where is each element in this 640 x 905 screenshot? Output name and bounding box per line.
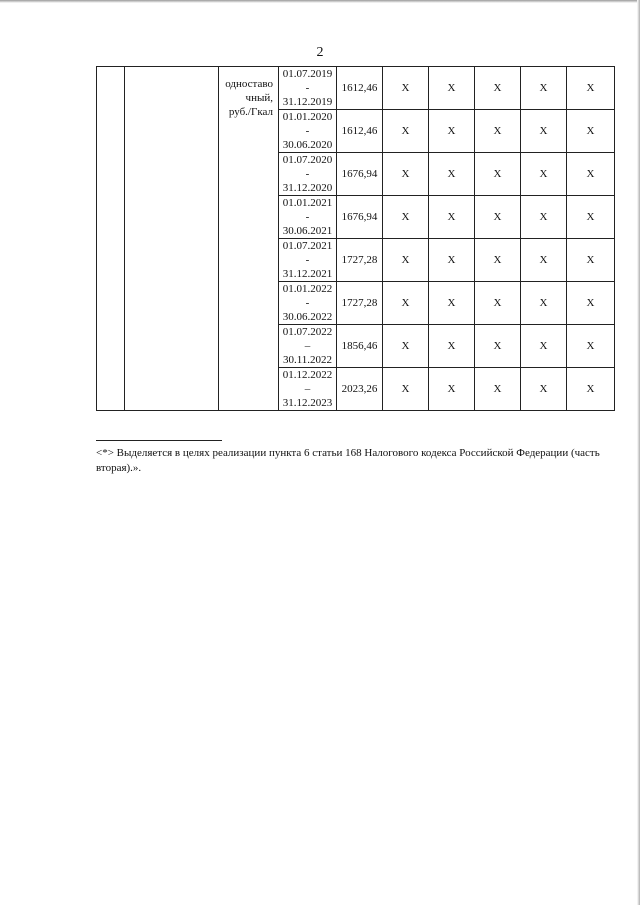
tariff-value-cell: 1612,46 (337, 110, 383, 153)
x-mark-cell: Х (567, 153, 615, 196)
period-dash: - (305, 125, 310, 137)
x-mark-cell: Х (567, 368, 615, 411)
x-mark-cell: Х (475, 110, 521, 153)
x-mark-cell: Х (521, 282, 567, 325)
period-start: 01.01.2021 (282, 197, 333, 209)
footnote: <*> Выделяется в целях реализации пункта 6 статьи 168 Налогового кодекса Российской Федерации (часть вторая).». (96, 447, 600, 474)
x-mark-cell: Х (383, 239, 429, 282)
table-row (97, 67, 615, 110)
tariff-table (96, 66, 615, 411)
period-end: 31.12.2020 (282, 182, 333, 194)
period-start: 01.07.2022 (282, 326, 333, 338)
x-mark-cell: Х (521, 153, 567, 196)
tariff-value-cell: 1727,28 (337, 282, 383, 325)
x-mark-cell: Х (567, 239, 615, 282)
footnote-separator (96, 440, 222, 441)
x-mark-cell: Х (383, 368, 429, 411)
x-mark-cell: Х (521, 196, 567, 239)
empty-column-1 (97, 67, 125, 411)
period-cell (279, 368, 337, 411)
period-dash: - (305, 168, 310, 180)
period-dash: – (304, 340, 311, 352)
table-body (97, 67, 615, 411)
empty-column-2 (125, 67, 219, 411)
unit-cell (219, 67, 279, 411)
x-mark-cell: Х (567, 67, 615, 110)
x-mark-cell: Х (475, 368, 521, 411)
tariff-value-cell: 1856,46 (337, 325, 383, 368)
x-mark-cell: Х (429, 325, 475, 368)
tariff-value-cell: 1727,28 (337, 239, 383, 282)
x-mark-cell: Х (429, 368, 475, 411)
period-dash: – (304, 383, 311, 395)
period-cell (279, 239, 337, 282)
x-mark-cell: Х (383, 196, 429, 239)
period-start: 01.01.2022 (282, 283, 333, 295)
tariff-value-cell: 2023,26 (337, 368, 383, 411)
x-mark-cell: Х (429, 110, 475, 153)
unit-line: руб./Гкал (228, 106, 273, 118)
unit-line: одноставо (225, 78, 273, 90)
period-end: 31.12.2023 (282, 397, 333, 409)
x-mark-cell: Х (521, 67, 567, 110)
x-mark-cell: Х (475, 325, 521, 368)
x-mark-cell: Х (475, 282, 521, 325)
page-number: 2 (316, 45, 324, 60)
x-mark-cell: Х (567, 110, 615, 153)
x-mark-cell: Х (567, 196, 615, 239)
x-mark-cell: Х (429, 153, 475, 196)
x-mark-cell: Х (429, 67, 475, 110)
period-dash: - (305, 211, 310, 223)
x-mark-cell: Х (567, 325, 615, 368)
period-cell (279, 196, 337, 239)
period-start: 01.07.2021 (282, 240, 333, 252)
period-cell (279, 110, 337, 153)
period-end: 31.12.2019 (282, 96, 333, 108)
x-mark-cell: Х (383, 282, 429, 325)
period-end: 31.12.2021 (282, 268, 333, 280)
x-mark-cell: Х (521, 325, 567, 368)
x-mark-cell: Х (521, 110, 567, 153)
x-mark-cell: Х (383, 110, 429, 153)
period-dash: - (305, 297, 310, 309)
period-end: 30.06.2021 (282, 225, 333, 237)
period-cell (279, 67, 337, 110)
period-dash: - (305, 82, 310, 94)
x-mark-cell: Х (567, 282, 615, 325)
period-start: 01.01.2020 (282, 111, 333, 123)
tariff-value-cell: 1612,46 (337, 67, 383, 110)
unit-line: чный, (245, 92, 273, 104)
period-start: 01.07.2019 (282, 68, 333, 80)
tariff-value-cell: 1676,94 (337, 196, 383, 239)
period-cell (279, 282, 337, 325)
x-mark-cell: Х (521, 368, 567, 411)
x-mark-cell: Х (475, 153, 521, 196)
x-mark-cell: Х (475, 239, 521, 282)
period-end: 30.06.2020 (282, 139, 333, 151)
x-mark-cell: Х (429, 239, 475, 282)
tariff-value-cell: 1676,94 (337, 153, 383, 196)
x-mark-cell: Х (383, 153, 429, 196)
period-start: 01.12.2022 (282, 369, 333, 381)
x-mark-cell: Х (383, 67, 429, 110)
period-start: 01.07.2020 (282, 154, 333, 166)
period-dash: - (305, 254, 310, 266)
x-mark-cell: Х (475, 196, 521, 239)
x-mark-cell: Х (475, 67, 521, 110)
x-mark-cell: Х (429, 196, 475, 239)
scan-edge-top (0, 0, 640, 3)
period-cell (279, 153, 337, 196)
x-mark-cell: Х (429, 282, 475, 325)
period-cell (279, 325, 337, 368)
period-end: 30.06.2022 (282, 311, 333, 323)
x-mark-cell: Х (383, 325, 429, 368)
period-end: 30.11.2022 (282, 354, 333, 366)
x-mark-cell: Х (521, 239, 567, 282)
